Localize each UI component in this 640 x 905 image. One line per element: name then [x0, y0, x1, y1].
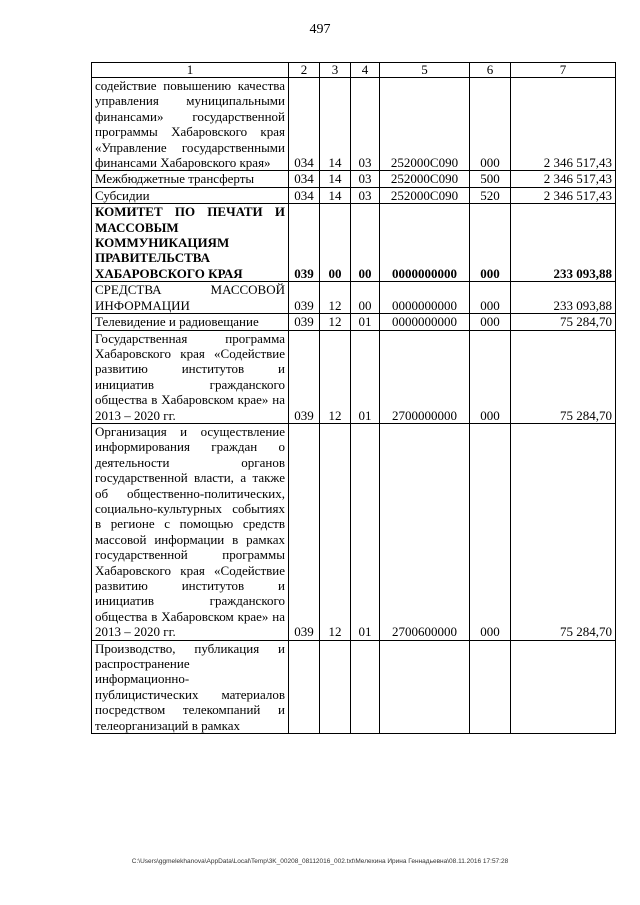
- row-podrazdel: 03: [351, 171, 380, 187]
- row-vedomstvo: 034: [289, 171, 320, 187]
- row-vedomstvo: 034: [289, 187, 320, 203]
- footer-file-path: C:\Users\ggmelekhanova\AppData\Local\Temp\3K_00208_08112016_002.txt\Мелехина Ирина Геннадьевна\08.11.2016 17:57:28: [131, 858, 509, 865]
- row-vr: [470, 640, 511, 733]
- row-csr: 0000000000: [380, 204, 470, 282]
- header-col-5: 5: [380, 63, 470, 78]
- table-row: [92, 171, 616, 187]
- header-col-7: 7: [511, 63, 616, 78]
- row-sum: 75 284,70: [511, 423, 616, 640]
- table-body: [92, 78, 616, 734]
- table-row: [92, 640, 616, 733]
- row-csr: 2700600000: [380, 423, 470, 640]
- row-csr: 252000С090: [380, 187, 470, 203]
- row-razdel: 14: [320, 78, 351, 171]
- row-vr: 000: [470, 78, 511, 171]
- row-name: КОМИТЕТ ПО ПЕЧАТИ И МАССОВЫМ КОММУНИКАЦИЯМ ПРАВИТЕЛЬСТВА ХАБАРОВСКОГО КРАЯ: [92, 204, 289, 282]
- row-vr: 500: [470, 171, 511, 187]
- row-name: Государственная программа Хабаровского края «Содействие развитию институтов и инициатив гражданского общества в Хабаровском крае» на 2013 – 2020 гг.: [92, 330, 289, 423]
- row-vr: 000: [470, 314, 511, 330]
- row-vedomstvo: 039: [289, 204, 320, 282]
- row-csr: [380, 640, 470, 733]
- row-vedomstvo: 039: [289, 314, 320, 330]
- header-col-1: 1: [92, 63, 289, 78]
- row-csr: 2700000000: [380, 330, 470, 423]
- row-razdel: 14: [320, 187, 351, 203]
- row-name: Производство, публикация и распространение информационно-публицистических материалов посредством телекомпаний и телеорганизаций в рамках: [92, 640, 289, 733]
- row-podrazdel: 00: [351, 204, 380, 282]
- row-vedomstvo: [289, 640, 320, 733]
- row-name: Телевидение и радиовещание: [92, 314, 289, 330]
- row-sum: 75 284,70: [511, 330, 616, 423]
- row-vr: 000: [470, 423, 511, 640]
- row-name: содействие повышению качества управления муниципальными финансами» государственной программы Хабаровского края «Управление государственными финансами Хабаровского края»: [92, 78, 289, 171]
- table-row: [92, 78, 616, 171]
- page-number: 497: [309, 22, 331, 37]
- row-sum: 233 093,88: [511, 282, 616, 314]
- row-vr: 520: [470, 187, 511, 203]
- row-vedomstvo: 034: [289, 78, 320, 171]
- row-csr: 252000С090: [380, 171, 470, 187]
- row-csr: 0000000000: [380, 282, 470, 314]
- table-row: [92, 330, 616, 423]
- row-razdel: 14: [320, 171, 351, 187]
- row-razdel: 12: [320, 330, 351, 423]
- row-vedomstvo: 039: [289, 423, 320, 640]
- row-podrazdel: [351, 640, 380, 733]
- row-razdel: 12: [320, 314, 351, 330]
- table-row: [92, 314, 616, 330]
- table-header-row: [92, 63, 616, 78]
- row-vr: 000: [470, 282, 511, 314]
- row-podrazdel: 01: [351, 423, 380, 640]
- row-razdel: [320, 640, 351, 733]
- row-name: Межбюджетные трансферты: [92, 171, 289, 187]
- row-csr: 252000С090: [380, 78, 470, 171]
- row-sum: 2 346 517,43: [511, 187, 616, 203]
- table-row: [92, 187, 616, 203]
- budget-table: [91, 62, 616, 734]
- row-razdel: 12: [320, 423, 351, 640]
- row-name: СРЕДСТВА МАССОВОЙ ИНФОРМАЦИИ: [92, 282, 289, 314]
- row-vr: 000: [470, 330, 511, 423]
- row-vedomstvo: 039: [289, 282, 320, 314]
- row-podrazdel: 03: [351, 78, 380, 171]
- table-row: [92, 204, 616, 282]
- row-vedomstvo: 039: [289, 330, 320, 423]
- row-razdel: 00: [320, 204, 351, 282]
- row-name: Организация и осуществление информирования граждан о деятельности органов государственной власти, а также об общественно-политических, социально-культурных событиях в регионе с помощью средств массовой информации в рамках государственной программы Хабаровского края «Содействие развитию институтов и инициатив гражданского общества в Хабаровском крае» на 2013 – 2020 гг.: [92, 423, 289, 640]
- row-name: Субсидии: [92, 187, 289, 203]
- row-sum: [511, 640, 616, 733]
- row-razdel: 12: [320, 282, 351, 314]
- header-col-3: 3: [320, 63, 351, 78]
- row-vr: 000: [470, 204, 511, 282]
- row-sum: 2 346 517,43: [511, 171, 616, 187]
- row-podrazdel: 01: [351, 330, 380, 423]
- header-col-4: 4: [351, 63, 380, 78]
- row-sum: 233 093,88: [511, 204, 616, 282]
- table-row: [92, 282, 616, 314]
- row-podrazdel: 00: [351, 282, 380, 314]
- row-sum: 2 346 517,43: [511, 78, 616, 171]
- table-row: [92, 423, 616, 640]
- header-col-2: 2: [289, 63, 320, 78]
- row-podrazdel: 01: [351, 314, 380, 330]
- header-col-6: 6: [470, 63, 511, 78]
- row-csr: 0000000000: [380, 314, 470, 330]
- row-sum: 75 284,70: [511, 314, 616, 330]
- row-podrazdel: 03: [351, 187, 380, 203]
